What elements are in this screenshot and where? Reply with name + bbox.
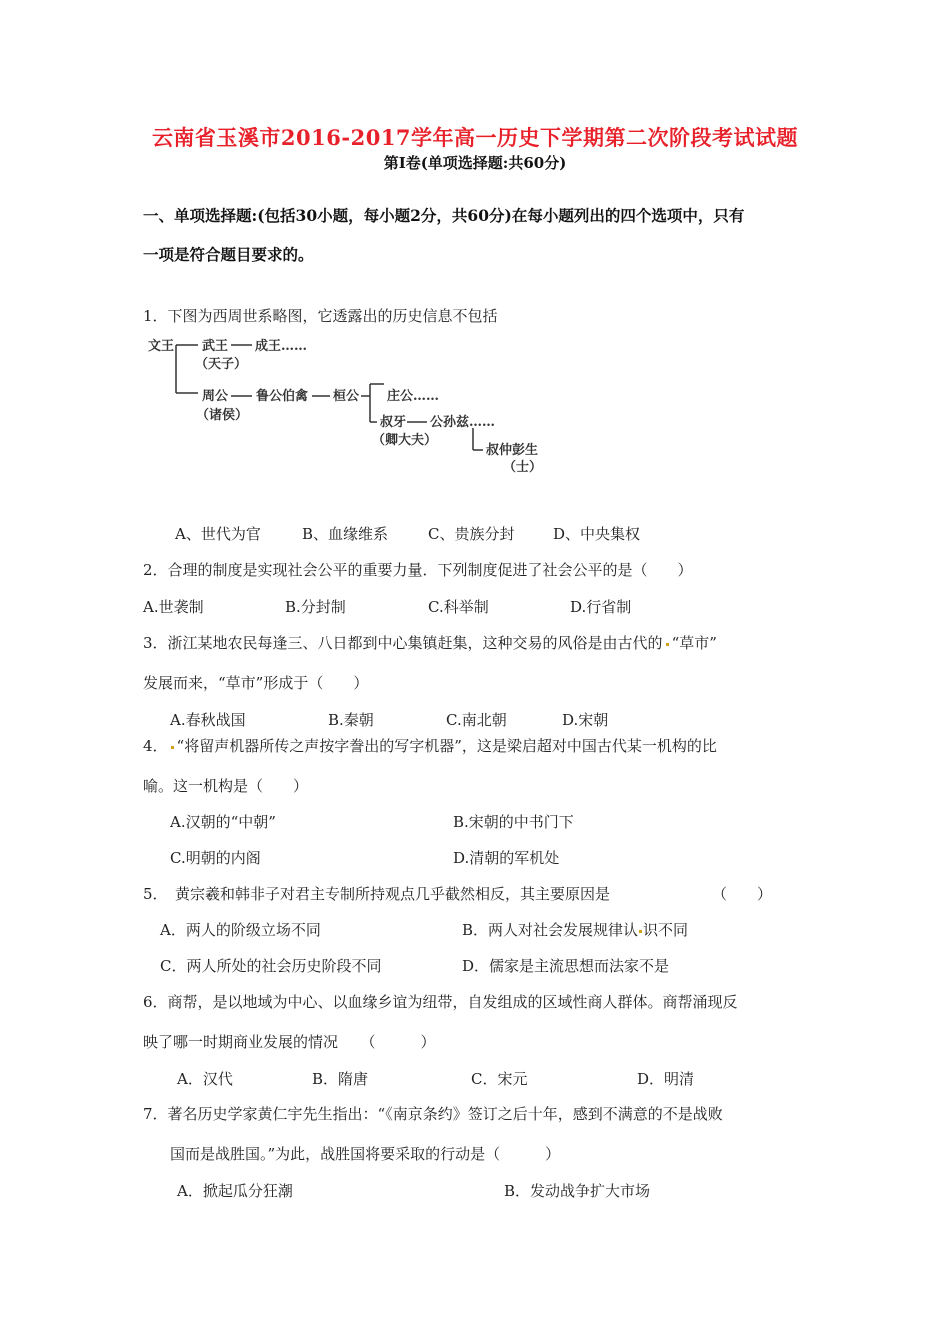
q7-option-a: A．掀起瓜分狂潮 — [177, 1182, 293, 1200]
q4-option-c: C.明朝的内阁 — [170, 849, 261, 867]
q5-option-a: A．两人的阶级立场不同 — [160, 921, 321, 939]
q3-stem-part1: 3．浙江某地农民每逢三、八日都到中心集镇赶集，这种交易的风俗是由古代的 — [143, 634, 663, 652]
q1-option-c: C、贵族分封 — [428, 525, 515, 543]
question-6-stem-line1: 6．商帮，是以地域为中心、以血缘乡谊为纽带，自发组成的区域性商人群体。商帮涌现反 — [143, 993, 738, 1011]
q2-option-d: D.行省制 — [570, 598, 632, 616]
node-gongsunzi: 公孙兹…… — [430, 415, 496, 430]
q7-option-b: B．发动战争扩大市场 — [504, 1182, 651, 1200]
q6-option-b: B．隋唐 — [312, 1070, 369, 1088]
q1-option-a: A、世代为官 — [175, 525, 261, 543]
q5-option-b-part2: 识不同 — [643, 921, 689, 939]
q6-option-d: D．明清 — [637, 1070, 695, 1088]
q5-option-b — [462, 919, 688, 940]
q2-option-c: C.科举制 — [428, 598, 489, 616]
part-subtitle: 第I卷(单项选择题:共60分) — [383, 154, 567, 172]
q5-option-d: D．儒家是主流思想而法家不是 — [462, 957, 670, 975]
label-qingdafu: （卿大夫） — [372, 433, 438, 448]
q3-option-c: C.南北朝 — [446, 711, 507, 729]
question-4-stem-line2: 喻。这一机构是（ ） — [143, 777, 309, 795]
node-wenwang: 文王 — [148, 339, 175, 354]
question-7-stem-line1: 7．著名历史学家黄仁宇先生指出：“《南京条约》签订之后十年，感到不满意的不是战败 — [143, 1105, 723, 1123]
question-3-stem-line2: 发展而来，“草市”形成于（ ） — [143, 674, 369, 692]
section-heading-line1: 一、单项选择题:(包括30小题，每小题2分，共60分)在每小题列出的四个选项中，只有 — [143, 206, 745, 225]
q3-option-b: B.秦朝 — [328, 711, 374, 729]
q1-option-d: D、中央集权 — [553, 525, 641, 543]
q1-option-b: B、血缘维系 — [302, 525, 389, 543]
question-1-stem: 1．下图为西周世系略图，它透露出的历史信息不包括 — [143, 307, 498, 325]
label-zhuhou: （诸侯） — [196, 408, 249, 423]
node-huangong: 桓公 — [333, 389, 360, 404]
q4-option-a: A.汉朝的“中朝” — [170, 813, 276, 831]
question-4-stem-line1 — [143, 735, 717, 756]
q3-stem-part2: “草市” — [671, 634, 717, 652]
node-shuzhong: 叔仲彭生 — [486, 443, 539, 458]
label-tianzi: （天子） — [195, 357, 248, 372]
question-3-stem-line1 — [143, 632, 717, 653]
question-7-stem-line2: 国而是战胜国。”为此，战胜国将要采取的行动是（ ） — [170, 1145, 561, 1163]
q3-option-a: A.春秋战国 — [170, 711, 246, 729]
question-6-stem-line2: 映了哪一时期商业发展的情况 （ ） — [143, 1033, 436, 1051]
western-zhou-genealogy-diagram — [140, 330, 560, 480]
q4-stem-number: 4． — [143, 737, 168, 755]
q3-option-d: D.宋朝 — [562, 711, 609, 729]
artifact-dot — [639, 930, 642, 933]
q4-option-d: D.清朝的军机处 — [453, 849, 560, 867]
document-title: 云南省玉溪市2016-2017学年高一历史下学期第二次阶段考试试题 — [151, 125, 799, 150]
node-zhougong: 周公 — [202, 389, 229, 404]
q5-answer-blank: （ ） — [712, 885, 773, 903]
node-lugong: 鲁公伯禽 — [256, 389, 309, 404]
q2-option-a: A.世袭制 — [143, 598, 204, 616]
question-2-stem: 2．合理的制度是实现社会公平的重要力量．下列制度促进了社会公平的是（ ） — [143, 561, 693, 579]
node-shuya: 叔牙 — [380, 415, 407, 430]
label-shi: （士） — [503, 460, 543, 475]
q4-stem-part1: “将留声机器所传之声按字誊出的写字机器”，这是梁启超对中国古代某一机构的比 — [176, 737, 717, 755]
q4-option-b: B.宋朝的中书门下 — [453, 813, 574, 831]
node-zhuanggong: 庄公…… — [387, 389, 440, 404]
q5-option-c: C．两人所处的社会历史阶段不同 — [160, 957, 382, 975]
section-heading-line2: 一项是符合题目要求的。 — [143, 245, 314, 264]
q6-option-a: A．汉代 — [177, 1070, 233, 1088]
question-5-stem: 5． 黄宗羲和韩非子对君主专制所持观点几乎截然相反，其主要原因是 — [143, 885, 611, 903]
artifact-dot — [171, 746, 174, 749]
node-wuwang: 武王 — [202, 339, 229, 354]
node-chengwang: 成王…… — [255, 339, 308, 354]
q5-option-b-part1: B．两人对社会发展规律认 — [462, 921, 639, 939]
q2-option-b: B.分封制 — [285, 598, 346, 616]
artifact-dot — [666, 643, 669, 646]
q6-option-c: C．宋元 — [471, 1070, 528, 1088]
